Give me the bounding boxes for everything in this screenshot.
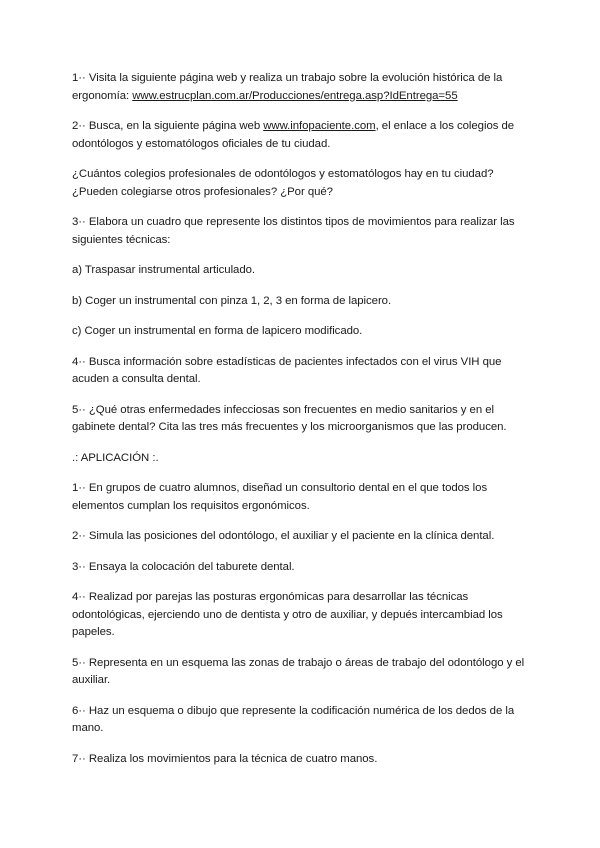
aplicacion-7: 7·· Realiza los movimientos para la técnica de cuatro manos. (72, 752, 378, 765)
aplicacion-6: 6·· Haz un esquema o dibujo que represente la codificación numérica de los dedos de la mano. (72, 704, 515, 734)
aplicacion-heading: .: APLICACIÓN :. (72, 451, 159, 464)
aplicacion-4: 4·· Realizad por parejas las posturas ergonómicas para desarrollar las técnicas odontológicas, ejerciendo uno de dentista y otro de auxiliar, y depués intercambiad los papeles. (72, 591, 503, 638)
exercise-3a: a) Traspasar instrumental articulado. (72, 264, 256, 276)
exercise-2 (72, 118, 532, 153)
exercise-2-text-after: , el enlace a los colegios de odontólogos y estomatólogos oficiales de tu ciudad. (72, 120, 515, 150)
exercise-2-questions: ¿Cuántos colegios profesionales de odontólogos y estomatólogos hay en tu ciudad? ¿Pueden colegiarse otros profesionales? ¿Por qué? (72, 168, 494, 198)
aplicacion-1: 1·· En grupos de cuatro alumnos, diseñad un consultorio dental en el que todos los elementos cumplan los requisitos ergonómicos. (72, 482, 488, 512)
aplicacion-3: 3·· Ensaya la colocación del taburete dental. (72, 560, 295, 573)
aplicacion-5: 5·· Representa en un esquema las zonas de trabajo o áreas de trabajo del odontólogo y el auxiliar. (72, 656, 525, 686)
document-page (72, 70, 532, 781)
exercise-3c: c) Coger un instrumental en forma de lapicero modificado. (72, 325, 363, 337)
aplicacion-2: 2·· Simula las posiciones del odontólogo, el auxiliar y el paciente en la clínica dental. (72, 530, 495, 542)
exercise-3: 3·· Elabora un cuadro que represente los distintos tipos de movimientos para realizar las siguientes técnicas: (72, 216, 515, 246)
infopaciente-link[interactable]: www.infopaciente.com (263, 120, 376, 132)
exercise-4: 4·· Busca información sobre estadísticas de pacientes infectados con el virus VIH que acuden a consulta dental. (72, 355, 502, 385)
exercise-2-text-before: 2·· Busca, en la siguiente página web (72, 120, 264, 132)
exercise-1-text: 1·· Visita la siguiente página web y realiza un trabajo sobre la evolución histórica de la ergonomía: (72, 72, 503, 102)
exercise-1 (72, 70, 532, 105)
estrucplan-link[interactable]: www.estrucplan.com.ar/Producciones/entrega.asp?IdEntrega=55 (132, 89, 458, 102)
exercise-3b: b) Coger un instrumental con pinza 1, 2, 3 en forma de lapicero. (72, 294, 392, 307)
exercise-5: 5·· ¿Qué otras enfermedades infecciosas son frecuentes en medio sanitarios y en el gabinete dental? Cita las tres más frecuentes y los microorganismos que las producen. (72, 403, 507, 433)
